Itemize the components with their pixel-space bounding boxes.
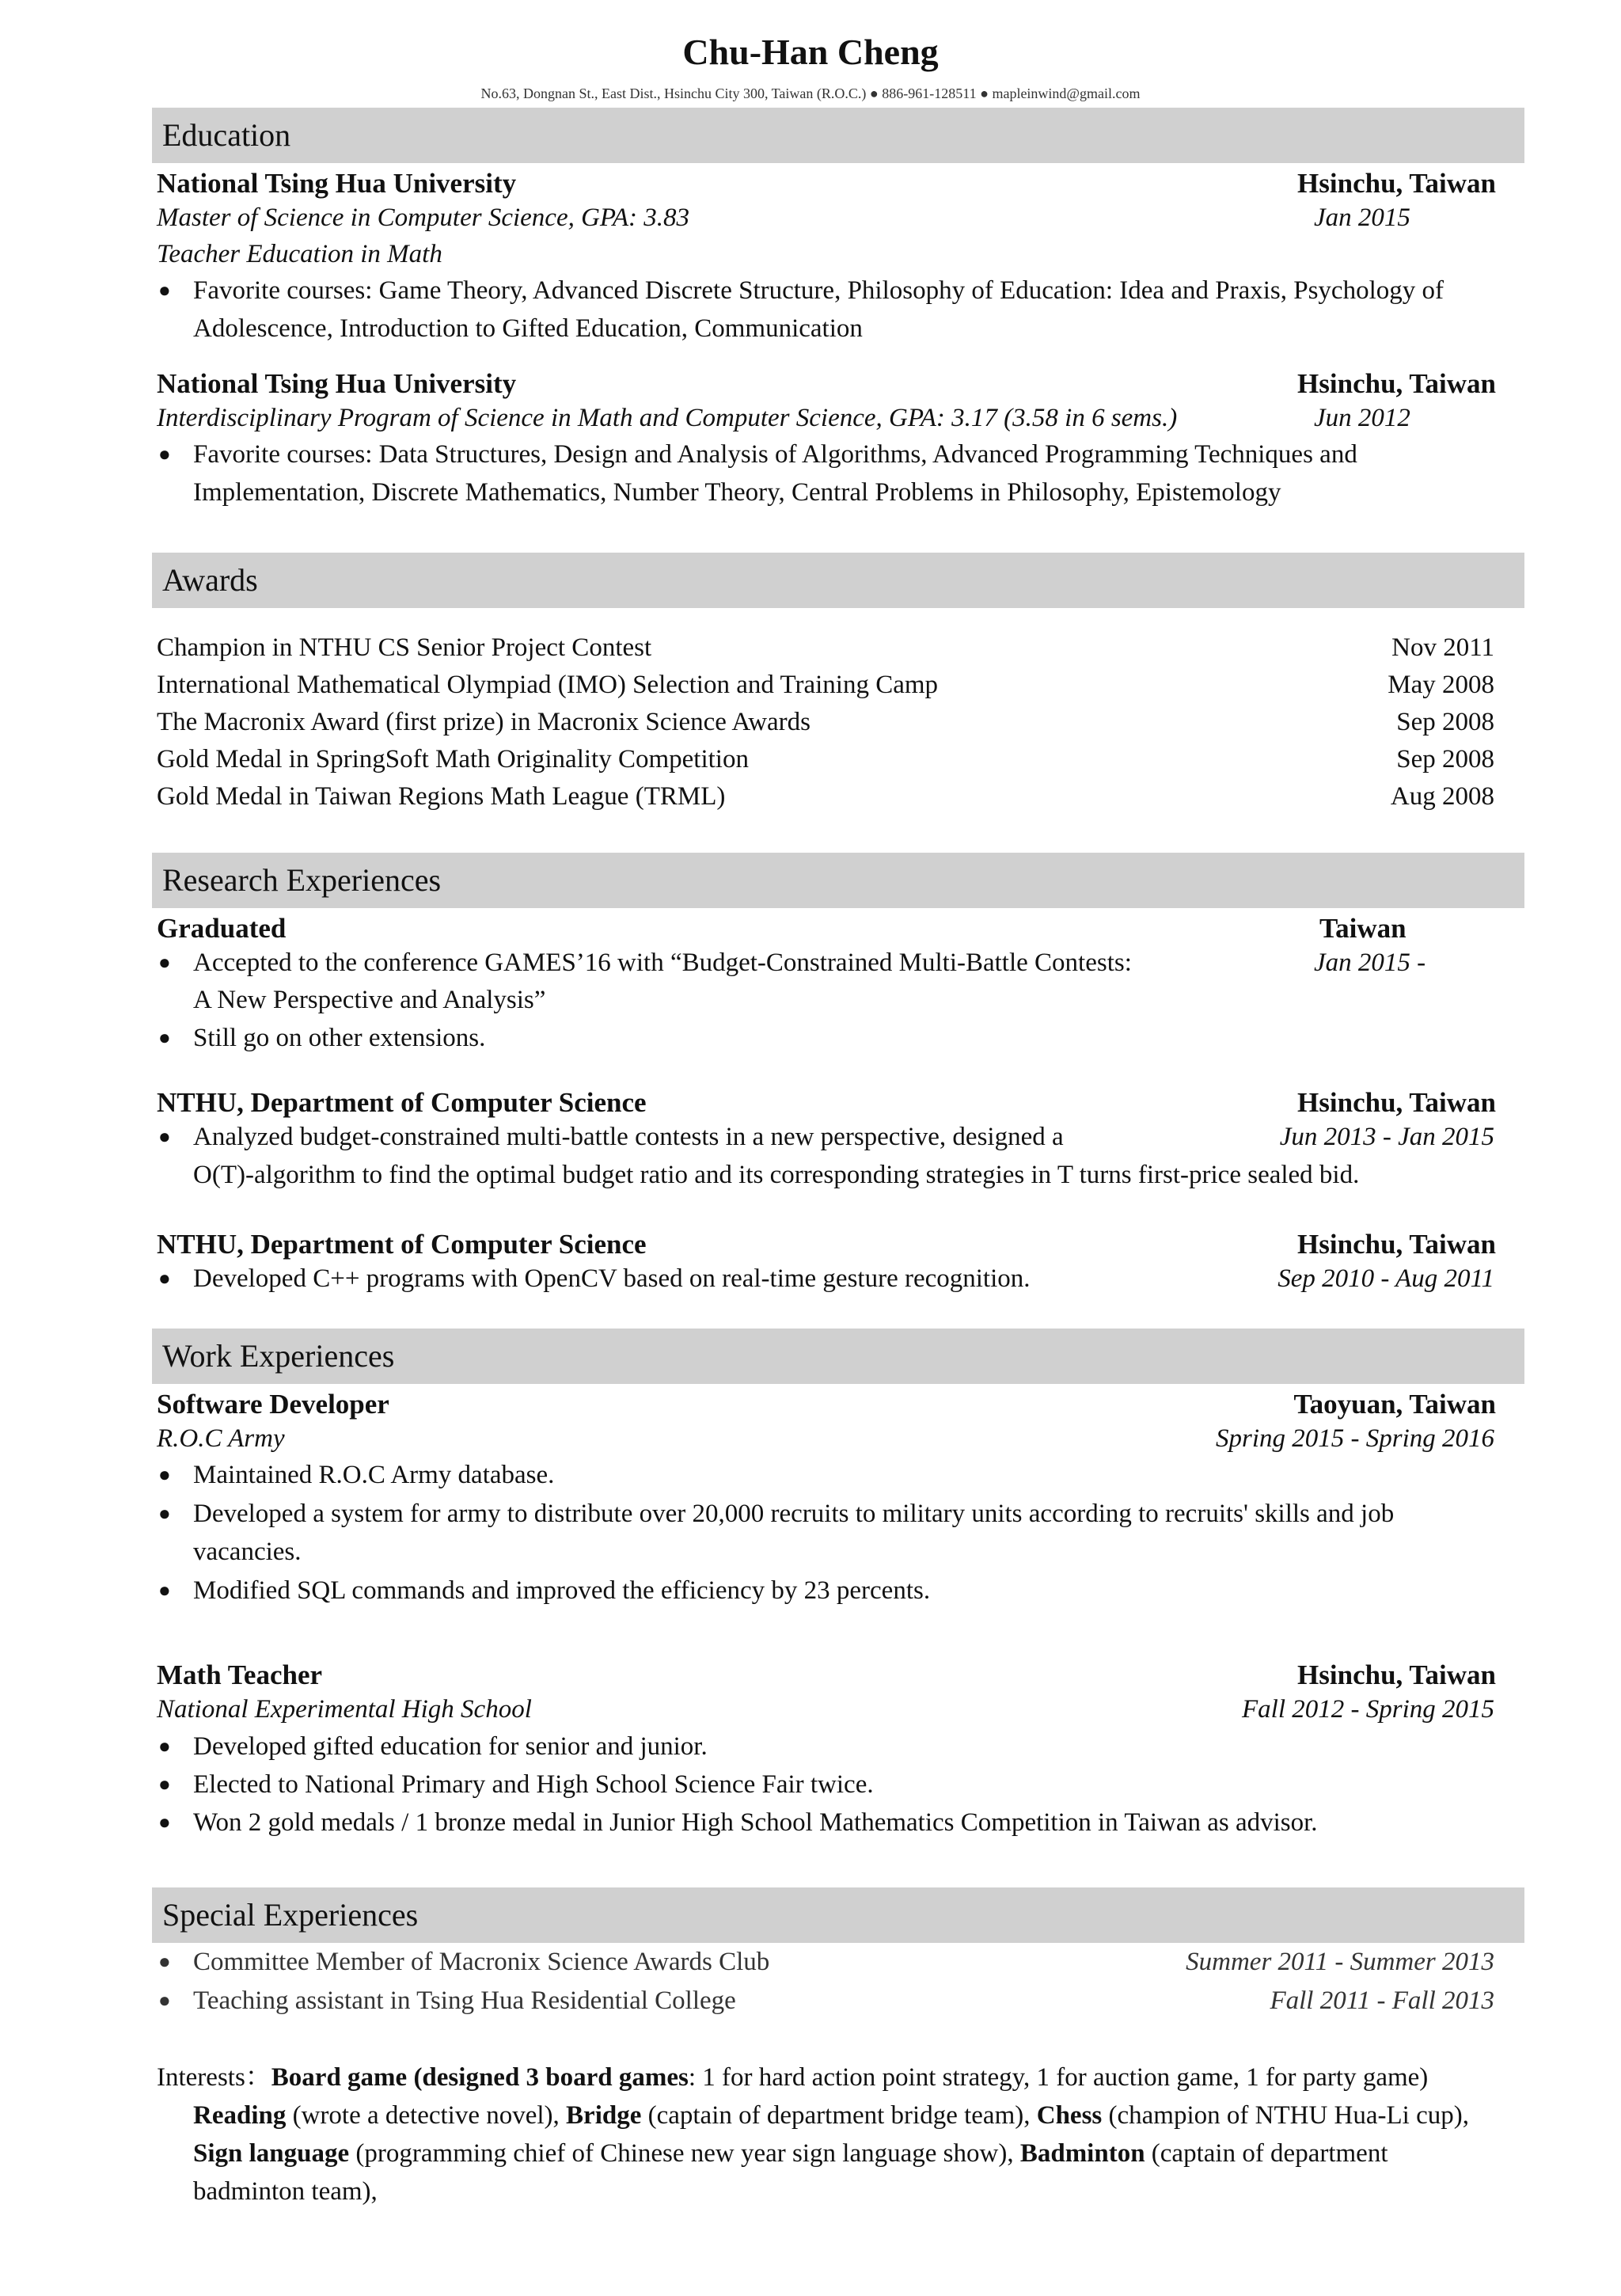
interests-label: Interests： bbox=[157, 2063, 271, 2092]
special-date: Fall 2011 - Fall 2013 bbox=[1270, 1986, 1494, 2015]
bullet-icon: ● bbox=[158, 1811, 171, 1834]
work-location: Taoyuan, Taiwan bbox=[1293, 1389, 1496, 1420]
bullet-icon: ● bbox=[158, 1950, 171, 1973]
resume-name: Chu-Han Cheng bbox=[682, 32, 939, 72]
bullet-icon: ● bbox=[158, 279, 171, 302]
award-date: Sep 2008 bbox=[1396, 708, 1494, 736]
research-line: Developed C++ programs with OpenCV based on real-time gesture recognition. bbox=[193, 1264, 1031, 1293]
edu-courses-line: Adolescence, Introduction to Gifted Education, Communication bbox=[193, 314, 863, 343]
research-date: Sep 2010 - Aug 2011 bbox=[1277, 1264, 1494, 1293]
special-date: Summer 2011 - Summer 2013 bbox=[1186, 1948, 1494, 1976]
work-date: Spring 2015 - Spring 2016 bbox=[1215, 1424, 1494, 1453]
edu-courses-line: Favorite courses: Data Structures, Design and Analysis of Algorithms, Advanced Programming Techniques and bbox=[193, 440, 1357, 469]
work-org: R.O.C Army bbox=[157, 1424, 285, 1453]
special-title: Committee Member of Macronix Science Awards Club bbox=[193, 1948, 770, 1976]
work-line: Elected to National Primary and High School Science Fair twice. bbox=[193, 1770, 874, 1799]
work-line: vacancies. bbox=[193, 1538, 302, 1566]
research-org: Graduated bbox=[157, 913, 287, 944]
work-line: Modified SQL commands and improved the efficiency by 23 percents. bbox=[193, 1576, 931, 1605]
section-header-research: Research Experiences bbox=[152, 853, 1524, 908]
interests-line: Sign language (programming chief of Chinese new year sign language show), Badminton (captain of department bbox=[193, 2139, 1388, 2168]
section-header-work: Work Experiences bbox=[152, 1329, 1524, 1384]
research-line: O(T)-algorithm to find the optimal budget ratio and its corresponding strategies in T turns first-price sealed bid. bbox=[193, 1161, 1360, 1189]
bullet-icon: ● bbox=[158, 1026, 171, 1049]
bullet-icon: ● bbox=[158, 1125, 171, 1148]
edu-school: National Tsing Hua University bbox=[157, 168, 517, 199]
work-date: Fall 2012 - Spring 2015 bbox=[1242, 1695, 1494, 1724]
award-date: Nov 2011 bbox=[1391, 633, 1494, 662]
research-org: NTHU, Department of Computer Science bbox=[157, 1087, 647, 1118]
research-date: Jun 2013 - Jan 2015 bbox=[1279, 1123, 1494, 1151]
research-location: Hsinchu, Taiwan bbox=[1297, 1229, 1496, 1260]
bullet-icon: ● bbox=[158, 1989, 171, 2012]
award-title: Gold Medal in SpringSoft Math Originality Competition bbox=[157, 745, 749, 774]
research-line: A New Perspective and Analysis” bbox=[193, 986, 546, 1014]
work-line: Won 2 gold medals / 1 bronze medal in Junior High School Mathematics Competition in Taiwan as advisor. bbox=[193, 1808, 1318, 1837]
award-title: Gold Medal in Taiwan Regions Math League (TRML) bbox=[157, 782, 726, 811]
contact-line: No.63, Dongnan St., East Dist., Hsinchu City 300, Taiwan (R.O.C.) ● 886-961-128511 ● mapleinwind@gmail.com bbox=[480, 86, 1141, 101]
research-line: Analyzed budget-constrained multi-battle contests in a new perspective, designed a bbox=[193, 1123, 1064, 1151]
bullet-icon: ● bbox=[158, 1463, 171, 1486]
section-header-awards: Awards bbox=[152, 553, 1524, 608]
edu-courses-line: Favorite courses: Game Theory, Advanced Discrete Structure, Philosophy of Education: Idea and Praxis, Psychology of bbox=[193, 276, 1444, 305]
edu-school: National Tsing Hua University bbox=[157, 368, 517, 399]
award-date: May 2008 bbox=[1388, 671, 1494, 699]
work-org: National Experimental High School bbox=[157, 1695, 532, 1724]
edu-degree: Interdisciplinary Program of Science in Math and Computer Science, GPA: 3.17 (3.58 in 6 sems.) bbox=[157, 404, 1178, 432]
interests-line: Interests：Board game (designed 3 board games: 1 for hard action point strategy, 1 for auction game, 1 for party game) bbox=[157, 2063, 1429, 2092]
bullet-icon: ● bbox=[158, 1773, 171, 1796]
interest-bridge: Bridge bbox=[566, 2101, 642, 2130]
bullet-icon: ● bbox=[158, 1735, 171, 1758]
research-line: Accepted to the conference GAMES’16 with “Budget-Constrained Multi-Battle Contests: bbox=[193, 948, 1132, 977]
bullet-icon: ● bbox=[158, 1502, 171, 1525]
interests-line: badminton team), bbox=[193, 2177, 378, 2206]
award-title: Champion in NTHU CS Senior Project Contest bbox=[157, 633, 652, 662]
interest-reading: Reading bbox=[193, 2101, 287, 2130]
edu-extra: Teacher Education in Math bbox=[157, 240, 442, 268]
award-title: The Macronix Award (first prize) in Macronix Science Awards bbox=[157, 708, 810, 736]
edu-degree: Master of Science in Computer Science, GPA: 3.83 bbox=[157, 203, 689, 232]
research-location: Taiwan bbox=[1319, 913, 1407, 944]
special-title: Teaching assistant in Tsing Hua Residential College bbox=[193, 1986, 736, 2015]
work-title: Math Teacher bbox=[157, 1659, 323, 1690]
interest-chess: Chess bbox=[1036, 2101, 1103, 2130]
bullet-icon: ● bbox=[158, 443, 171, 466]
section-header-special: Special Experiences bbox=[152, 1887, 1524, 1943]
bullet-icon: ● bbox=[158, 1579, 171, 1602]
research-line: Still go on other extensions. bbox=[193, 1024, 486, 1052]
interest-board-game: Board game (designed 3 board games bbox=[271, 2063, 689, 2092]
edu-location: Hsinchu, Taiwan bbox=[1297, 368, 1496, 399]
work-line: Developed a system for army to distribute over 20,000 recruits to military units according to recruits' skills and job bbox=[193, 1500, 1395, 1528]
research-location: Hsinchu, Taiwan bbox=[1297, 1087, 1496, 1118]
research-date: Jan 2015 - bbox=[1314, 948, 1426, 977]
work-line: Maintained R.O.C Army database. bbox=[193, 1461, 555, 1489]
work-line: Developed gifted education for senior and junior. bbox=[193, 1732, 708, 1761]
bullet-icon: ● bbox=[158, 951, 171, 974]
bullet-icon: ● bbox=[158, 1267, 171, 1290]
edu-date: Jun 2012 bbox=[1314, 404, 1410, 432]
work-title: Software Developer bbox=[157, 1389, 389, 1420]
interests-line: Reading (wrote a detective novel), Bridge (captain of department bridge team), Chess (champion of NTHU Hua-Li cup), bbox=[193, 2101, 1469, 2130]
edu-date: Jan 2015 bbox=[1314, 203, 1410, 232]
award-title: International Mathematical Olympiad (IMO) Selection and Training Camp bbox=[157, 671, 939, 699]
interest-badminton: Badminton bbox=[1019, 2139, 1145, 2168]
work-location: Hsinchu, Taiwan bbox=[1297, 1659, 1496, 1690]
award-date: Aug 2008 bbox=[1390, 782, 1494, 811]
research-org: NTHU, Department of Computer Science bbox=[157, 1229, 647, 1260]
section-header-education: Education bbox=[152, 108, 1524, 163]
award-date: Sep 2008 bbox=[1396, 745, 1494, 774]
edu-location: Hsinchu, Taiwan bbox=[1297, 168, 1496, 199]
edu-courses-line: Implementation, Discrete Mathematics, Number Theory, Central Problems in Philosophy, Epistemology bbox=[193, 478, 1281, 507]
interest-sign-language: Sign language bbox=[193, 2139, 350, 2168]
